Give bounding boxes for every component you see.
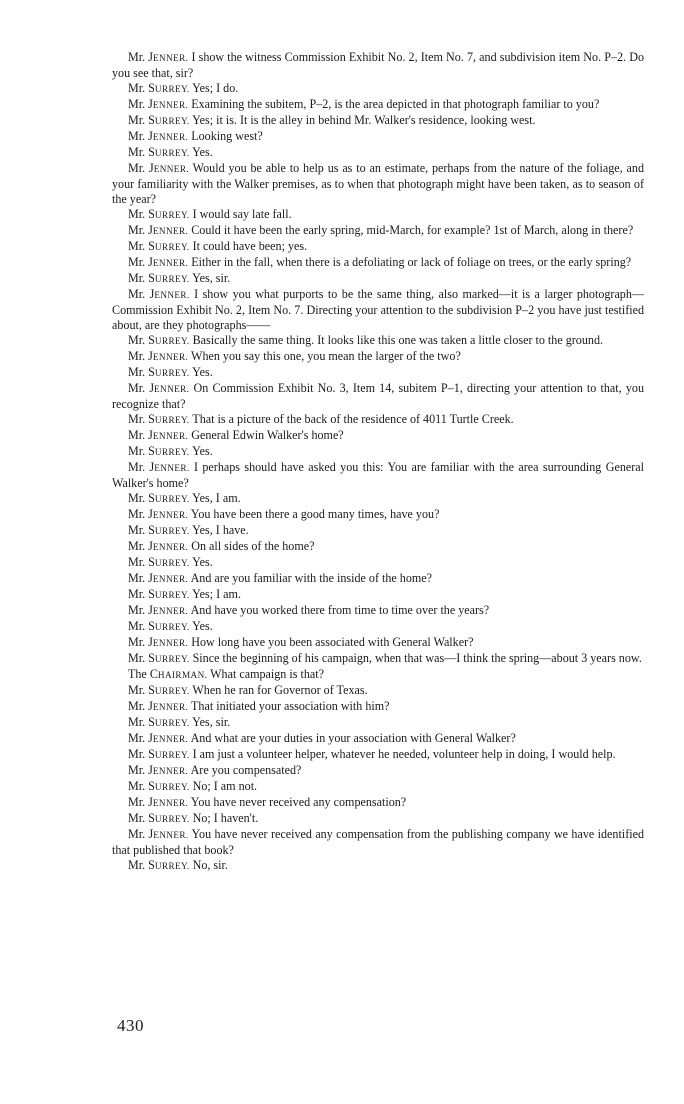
speaker-label: Mr. SURREY.	[128, 271, 190, 285]
testimony-paragraph	[112, 795, 644, 811]
testimony-paragraph	[112, 779, 644, 795]
testimony-paragraph	[112, 81, 644, 97]
speaker-label: Mr. SURREY.	[128, 145, 190, 159]
testimony-paragraph	[112, 349, 644, 365]
speech-text: Yes.	[189, 619, 213, 633]
speech-text: On all sides of the home?	[188, 539, 315, 553]
speaker-label: Mr. JENNER.	[128, 731, 189, 745]
speaker-label: Mr. SURREY.	[128, 779, 190, 793]
speech-text: Yes, sir.	[189, 715, 231, 729]
speech-text: And have you worked there from time to time over the years?	[188, 603, 490, 617]
speaker-label: Mr. SURREY.	[128, 747, 190, 761]
testimony-paragraph	[112, 651, 644, 667]
speaker-label: Mr. JENNER.	[128, 223, 189, 237]
speech-text: I am just a volunteer helper, whatever he needed, volunteer help in doing, I would help.	[189, 747, 616, 761]
testimony-paragraph	[112, 365, 644, 381]
testimony-paragraph	[112, 239, 644, 255]
speech-text: Yes, I have.	[189, 523, 249, 537]
speaker-label: Mr. SURREY.	[128, 651, 190, 665]
speech-text: Yes; I do.	[189, 81, 239, 95]
speaker-label: The CHAIRMAN.	[128, 667, 208, 681]
testimony-paragraph	[112, 747, 644, 763]
testimony-paragraph	[112, 428, 644, 444]
speech-text: And what are your duties in your association with General Walker?	[188, 731, 516, 745]
speaker-label: Mr. SURREY.	[128, 333, 190, 347]
speech-text: When he ran for Governor of Texas.	[189, 683, 368, 697]
speaker-label: Mr. SURREY.	[128, 491, 190, 505]
speech-text: I perhaps should have asked you this: You are familiar with the area surrounding General Walker's home?	[112, 460, 644, 490]
testimony-paragraph	[112, 491, 644, 507]
speech-text: No; I am not.	[189, 779, 258, 793]
testimony-paragraph	[112, 223, 644, 239]
testimony-paragraph	[112, 507, 644, 523]
speech-text: Looking west?	[188, 129, 263, 143]
transcript-body	[112, 50, 644, 874]
speech-text: No; I haven't.	[189, 811, 259, 825]
testimony-paragraph	[112, 287, 644, 333]
testimony-paragraph	[112, 667, 644, 683]
testimony-paragraph	[112, 763, 644, 779]
speaker-label: Mr. SURREY.	[128, 113, 190, 127]
speech-text: Are you compensated?	[188, 763, 302, 777]
speaker-label: Mr. SURREY.	[128, 365, 190, 379]
speaker-label: Mr. JENNER.	[128, 827, 189, 841]
speech-text: General Edwin Walker's home?	[188, 428, 344, 442]
speaker-label: Mr. JENNER.	[128, 571, 189, 585]
speaker-label: Mr. SURREY.	[128, 412, 190, 426]
speaker-label: Mr. JENNER.	[128, 255, 189, 269]
speech-text: Yes; I am.	[189, 587, 241, 601]
testimony-paragraph	[112, 444, 644, 460]
speaker-label: Mr. SURREY.	[128, 239, 190, 253]
speech-text: How long have you been associated with General Walker?	[188, 635, 474, 649]
speech-text: I would say late fall.	[189, 207, 292, 221]
testimony-paragraph	[112, 381, 644, 412]
speaker-label: Mr. JENNER.	[128, 507, 189, 521]
testimony-paragraph	[112, 97, 644, 113]
speaker-label: Mr. SURREY.	[128, 619, 190, 633]
speech-text: Yes, I am.	[189, 491, 241, 505]
speaker-label: Mr. SURREY.	[128, 81, 190, 95]
speech-text: Yes.	[189, 555, 213, 569]
testimony-paragraph	[112, 145, 644, 161]
page-number: 430	[117, 1016, 144, 1035]
speech-text: That initiated your association with him?	[188, 699, 390, 713]
speaker-label: Mr. JENNER.	[128, 349, 189, 363]
testimony-paragraph	[112, 255, 644, 271]
speech-text: Since the beginning of his campaign, when that was—I think the spring—about 3 years now.	[189, 651, 642, 665]
testimony-paragraph	[112, 683, 644, 699]
speech-text: You have been there a good many times, have you?	[188, 507, 440, 521]
speech-text: I show the witness Commission Exhibit No. 2, Item No. 7, and subdivision item No. P–2. Do you see that, sir?	[112, 50, 644, 80]
testimony-paragraph	[112, 129, 644, 145]
speaker-label: Mr. JENNER.	[128, 97, 189, 111]
speaker-label: Mr. SURREY.	[128, 683, 190, 697]
speaker-label: Mr. JENNER.	[128, 539, 189, 553]
speaker-label: Mr. JENNER.	[128, 635, 189, 649]
speech-text: Either in the fall, when there is a defoliating or lack of foliage on trees, or the early spring?	[188, 255, 632, 269]
testimony-paragraph	[112, 161, 644, 207]
speech-text: It could have been; yes.	[189, 239, 308, 253]
testimony-paragraph	[112, 555, 644, 571]
testimony-paragraph	[112, 587, 644, 603]
testimony-paragraph	[112, 271, 644, 287]
testimony-paragraph	[112, 113, 644, 129]
testimony-paragraph	[112, 635, 644, 651]
speech-text: You have never received any compensation from the publishing company we have identified that published that book?	[112, 827, 644, 857]
testimony-paragraph	[112, 619, 644, 635]
speaker-label: Mr. SURREY.	[128, 858, 190, 872]
speaker-label: Mr. JENNER.	[128, 50, 189, 64]
testimony-paragraph	[112, 333, 644, 349]
speech-text: Yes; it is. It is the alley in behind Mr. Walker's residence, looking west.	[189, 113, 536, 127]
speaker-label: Mr. JENNER.	[128, 381, 190, 395]
speech-text: Yes.	[189, 145, 213, 159]
speaker-label: Mr. SURREY.	[128, 555, 190, 569]
speaker-label: Mr. JENNER.	[128, 763, 189, 777]
speech-text: No, sir.	[189, 858, 228, 872]
speaker-label: Mr. SURREY.	[128, 587, 190, 601]
speech-text: Basically the same thing. It looks like this one was taken a little closer to the ground.	[189, 333, 604, 347]
speech-text: Yes.	[189, 444, 213, 458]
testimony-paragraph	[112, 715, 644, 731]
testimony-paragraph	[112, 811, 644, 827]
speaker-label: Mr. JENNER.	[128, 603, 189, 617]
speech-text: Yes.	[189, 365, 213, 379]
speaker-label: Mr. JENNER.	[128, 460, 190, 474]
speaker-label: Mr. SURREY.	[128, 523, 190, 537]
testimony-paragraph	[112, 731, 644, 747]
speech-text: On Commission Exhibit No. 3, Item 14, subitem P–1, directing your attention to that, you recognize that?	[112, 381, 644, 411]
testimony-paragraph	[112, 539, 644, 555]
speech-text: You have never received any compensation?	[188, 795, 407, 809]
testimony-paragraph	[112, 603, 644, 619]
testimony-paragraph	[112, 207, 644, 223]
speech-text: Examining the subitem, P–2, is the area depicted in that photograph familiar to you?	[188, 97, 600, 111]
testimony-paragraph	[112, 50, 644, 81]
speech-text: Could it have been the early spring, mid-March, for example? 1st of March, along in there?	[188, 223, 634, 237]
testimony-paragraph	[112, 858, 644, 874]
speaker-label: Mr. SURREY.	[128, 811, 190, 825]
speaker-label: Mr. JENNER.	[128, 699, 189, 713]
speaker-label: Mr. JENNER.	[128, 161, 190, 175]
speaker-label: Mr. JENNER.	[128, 287, 190, 301]
testimony-paragraph	[112, 571, 644, 587]
speech-text: Would you be able to help us as to an estimate, perhaps from the nature of the foliage, and your familiarity with the Walker premises, as to when that photograph might have been taken, as to season of the year?	[112, 161, 644, 206]
speech-text: And are you familiar with the inside of the home?	[188, 571, 433, 585]
testimony-paragraph	[112, 460, 644, 491]
testimony-paragraph	[112, 699, 644, 715]
speech-text: That is a picture of the back of the residence of 4011 Turtle Creek.	[189, 412, 514, 426]
speaker-label: Mr. SURREY.	[128, 715, 190, 729]
testimony-paragraph	[112, 412, 644, 428]
speaker-label: Mr. SURREY.	[128, 444, 190, 458]
speaker-label: Mr. JENNER.	[128, 129, 189, 143]
speaker-label: Mr. JENNER.	[128, 795, 189, 809]
speech-text: I show you what purports to be the same thing, also marked—it is a larger photograph—Commission Exhibit No. 2, Item No. 7. Directing your attention to the subdivision P–2 you have just testified about, are they photographs——	[112, 287, 644, 332]
speech-text: What campaign is that?	[207, 667, 324, 681]
speech-text: Yes, sir.	[189, 271, 231, 285]
speaker-label: Mr. SURREY.	[128, 207, 190, 221]
testimony-paragraph	[112, 523, 644, 539]
testimony-paragraph	[112, 827, 644, 858]
speaker-label: Mr. JENNER.	[128, 428, 189, 442]
speech-text: When you say this one, you mean the larger of the two?	[188, 349, 461, 363]
